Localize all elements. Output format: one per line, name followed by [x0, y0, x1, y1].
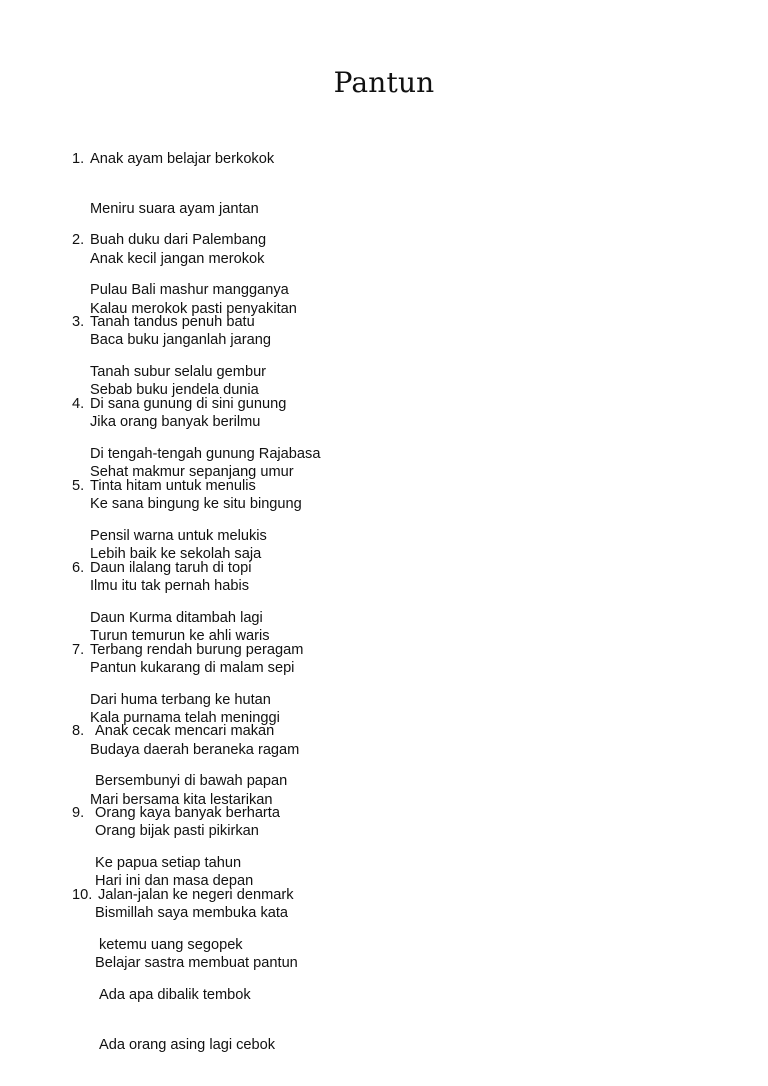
stanza-line: Dari huma terbang ke hutan	[90, 691, 271, 708]
stanza-number: 5.	[72, 478, 85, 495]
stanza-line: Lebih baik ke sekolah saja	[90, 545, 262, 562]
page-title: Pantun	[333, 66, 435, 99]
stanza-line: Ada apa dibalik tembok	[99, 986, 251, 1003]
stanza-number: 4.	[72, 396, 85, 413]
stanza-number: 9.	[72, 805, 85, 822]
stanza-line: Bersembunyi di bawah papan	[95, 772, 288, 789]
stanza-line: Di tengah-tengah gunung Rajabasa	[90, 445, 321, 462]
stanza-line: Belajar sastra membuat pantun	[95, 954, 298, 971]
stanza-number: 8.	[72, 723, 85, 740]
stanza-line: 8. Anak cecak mencari makan	[72, 723, 275, 740]
stanza-line: 10. Jalan-jalan ke negeri denmark	[72, 887, 294, 904]
stanza-number: 7.	[72, 642, 85, 659]
stanza-number: 2.	[72, 232, 85, 249]
stanza-line: Ke sana bingung ke situ bingung	[90, 495, 302, 512]
stanza-line: Kala purnama telah meninggi	[90, 709, 280, 726]
stanza-number: 1.	[72, 151, 85, 168]
stanza-line: Budaya daerah beraneka ragam	[90, 741, 300, 758]
stanza-line: Kalau merokok pasti penyakitan	[90, 300, 297, 317]
stanza-line: Tanah subur selalu gembur	[90, 363, 267, 380]
stanza-line: 9. Orang kaya banyak berharta	[72, 805, 280, 822]
stanza-line: Meniru suara ayam jantan	[90, 200, 259, 217]
stanza-line: Sehat makmur sepanjang umur	[90, 463, 294, 480]
stanza-number: 10.	[72, 887, 93, 904]
stanza-line: Ke papua setiap tahun	[95, 854, 242, 871]
stanza-line: Turun temurun ke ahli waris	[90, 627, 270, 644]
stanza-line: ketemu uang segopek	[99, 936, 243, 953]
stanza-line: 4. Di sana gunung di sini gunung	[72, 396, 287, 413]
stanza-line: Baca buku janganlah jarang	[90, 331, 271, 348]
stanza-line: Bismillah saya membuka kata	[95, 904, 289, 921]
stanza-line: Ilmu itu tak pernah habis	[90, 577, 249, 594]
stanza-number: 3.	[72, 314, 85, 331]
stanza-line: 7. Terbang rendah burung peragam	[72, 642, 304, 659]
stanza-line: Sebab buku jendela dunia	[90, 381, 259, 398]
stanza-line: Orang bijak pasti pikirkan	[95, 822, 259, 839]
stanza-line: Pensil warna untuk melukis	[90, 527, 267, 544]
stanza-number: 6.	[72, 560, 85, 577]
stanza-line: Mari bersama kita lestarikan	[90, 791, 273, 808]
stanza-line: Daun Kurma ditambah lagi	[90, 609, 263, 626]
stanza-line: 6. Daun ilalang taruh di topi	[72, 560, 252, 577]
stanza-line: Pantun kukarang di malam sepi	[90, 659, 295, 676]
stanza-line: 3. Tanah tandus penuh batu	[72, 314, 255, 331]
stanza-line: Ada orang asing lagi cebok	[99, 1036, 276, 1053]
stanza-line: Hari ini dan masa depan	[95, 872, 254, 889]
stanza-line: Anak kecil jangan merokok	[90, 250, 265, 267]
stanza-line: Jika orang banyak berilmu	[90, 413, 261, 430]
pantun-stanza-10	[72, 854, 294, 1086]
stanza-line: 2. Buah duku dari Palembang	[72, 232, 267, 249]
stanza-line: 5. Tinta hitam untuk menulis	[72, 478, 256, 495]
stanza-line: 1. Anak ayam belajar berkokok	[72, 151, 275, 168]
stanza-line: Pulau Bali mashur mangganya	[90, 281, 289, 298]
